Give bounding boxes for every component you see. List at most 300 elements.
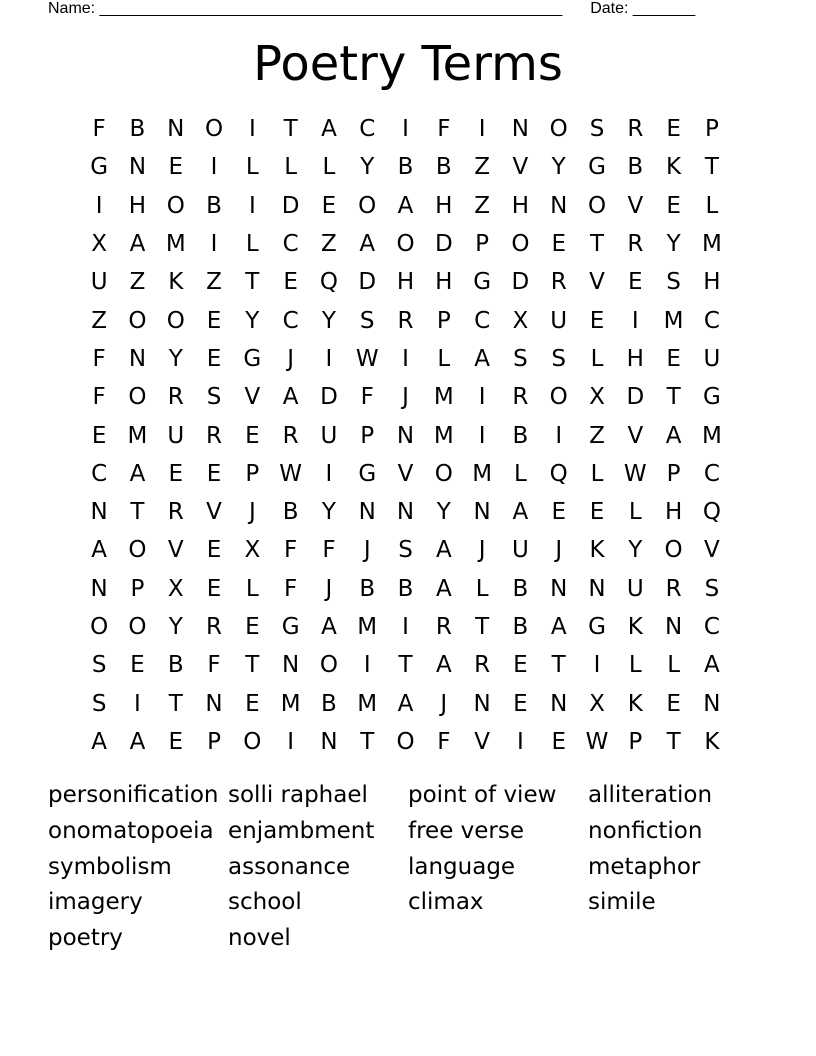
grid-letter: I xyxy=(555,422,563,449)
word-bank xyxy=(48,778,768,957)
word-bank-item: free verse xyxy=(408,817,525,844)
grid-letter: W xyxy=(355,345,379,372)
grid-letter: I xyxy=(325,345,333,372)
grid-letter: C xyxy=(703,460,720,487)
grid-letter: I xyxy=(517,728,524,755)
grid-letter: M xyxy=(433,384,454,411)
word-bank-item: personification xyxy=(48,782,219,808)
grid-letter: N xyxy=(550,575,568,602)
word-bank-item: poetry xyxy=(48,925,123,952)
grid-letter: I xyxy=(248,116,256,143)
grid-letter: O xyxy=(396,231,415,258)
grid-letter: S xyxy=(91,690,107,717)
grid-letter: S xyxy=(206,384,222,411)
grid-letter: O xyxy=(166,192,185,219)
grid-letter: A xyxy=(435,652,452,679)
grid-letter: D xyxy=(320,384,338,411)
word-bank-item: imagery xyxy=(48,889,143,916)
grid-letter: X xyxy=(167,575,184,602)
grid-letter: N xyxy=(128,345,147,372)
date-label: Date: xyxy=(590,0,629,17)
grid-letter: J xyxy=(363,537,371,564)
grid-letter: N xyxy=(358,499,376,526)
grid-letter: Y xyxy=(666,231,681,258)
grid-letter: R xyxy=(627,231,644,258)
grid-letter: E xyxy=(321,192,337,219)
grid-letter: O xyxy=(319,652,338,679)
grid-letter: E xyxy=(666,116,681,143)
grid-letter: V xyxy=(474,728,490,755)
grid-letter: I xyxy=(248,192,256,219)
grid-letter: T xyxy=(475,614,490,640)
grid-letter: A xyxy=(435,537,452,564)
grid-letter: U xyxy=(167,422,185,449)
grid-letter: D xyxy=(511,269,530,296)
grid-letter: L xyxy=(590,460,604,487)
grid-letter: E xyxy=(589,499,605,526)
grid-letter: D xyxy=(281,192,300,219)
grid-letter: U xyxy=(703,345,721,372)
grid-letter: H xyxy=(664,499,683,526)
grid-letter: M xyxy=(280,690,301,717)
grid-letter: Z xyxy=(129,269,146,296)
grid-letter: N xyxy=(167,116,185,143)
name-label: Name: xyxy=(48,0,96,17)
grid-letter: L xyxy=(245,231,259,258)
grid-letter: T xyxy=(589,231,605,258)
grid-letter: F xyxy=(284,537,298,564)
grid-letter: O xyxy=(204,116,224,143)
grid-letter: O xyxy=(587,192,607,219)
grid-letter: O xyxy=(166,307,185,334)
grid-letter: G xyxy=(243,345,262,372)
grid-letter: L xyxy=(628,652,642,679)
grid-letter: O xyxy=(664,537,683,564)
grid-letter: I xyxy=(402,614,409,640)
word-bank-item: onomatopoeia xyxy=(48,817,214,844)
grid-letter: V xyxy=(206,499,222,526)
grid-letter: T xyxy=(398,652,413,679)
grid-letter: V xyxy=(244,384,261,411)
word-bank-item: metaphor xyxy=(588,853,701,880)
grid-letter: T xyxy=(130,499,145,526)
grid-letter: O xyxy=(549,384,568,411)
grid-letter: F xyxy=(92,345,106,372)
grid-letter: Y xyxy=(321,307,336,334)
grid-letter: S xyxy=(398,537,413,564)
grid-letter: G xyxy=(281,614,300,640)
grid-letter: S xyxy=(704,575,720,602)
name-blank[interactable]: ____________________________________________________ xyxy=(99,0,563,17)
grid-letter: A xyxy=(129,460,146,487)
grid-letter: M xyxy=(472,460,493,487)
grid-letter: I xyxy=(95,192,103,219)
grid-letter: X xyxy=(589,690,605,717)
grid-letter: B xyxy=(206,192,222,219)
grid-letter: V xyxy=(589,269,605,296)
grid-letter: L xyxy=(245,575,259,602)
grid-letter: M xyxy=(663,307,684,334)
grid-letter: F xyxy=(322,537,336,564)
grid-letter: P xyxy=(666,460,681,487)
word-bank-item: symbolism xyxy=(48,853,172,880)
grid-letter: G xyxy=(358,460,377,487)
grid-letter: P xyxy=(475,231,490,258)
grid-letter: E xyxy=(245,690,260,717)
grid-letter: C xyxy=(359,116,376,143)
grid-letter: E xyxy=(551,499,566,526)
word-bank-item: language xyxy=(408,853,516,880)
grid-letter: R xyxy=(550,269,567,296)
grid-letter: S xyxy=(513,345,528,372)
word-bank-item: alliteration xyxy=(588,782,713,808)
grid-letter: R xyxy=(206,614,223,640)
grid-letter: L xyxy=(437,345,451,372)
grid-letter: N xyxy=(128,154,147,181)
grid-letter: G xyxy=(473,269,492,296)
grid-letter: D xyxy=(434,231,453,258)
grid-letter: N xyxy=(588,575,606,602)
grid-letter: U xyxy=(511,537,529,564)
grid-letter: F xyxy=(360,384,374,411)
grid-letter: B xyxy=(512,614,529,640)
grid-letter: B xyxy=(435,154,452,181)
grid-letter: M xyxy=(357,614,378,640)
grid-letter: B xyxy=(321,690,337,717)
grid-letter: V xyxy=(627,192,644,219)
grid-letter: R xyxy=(397,307,414,334)
grid-letter: N xyxy=(473,690,491,717)
word-bank-item: climax xyxy=(408,889,484,916)
grid-letter: K xyxy=(627,690,643,717)
grid-letter: T xyxy=(245,652,260,679)
grid-letter: V xyxy=(397,460,414,487)
grid-letter: B xyxy=(167,652,184,679)
grid-letter: C xyxy=(91,460,108,487)
grid-letter: E xyxy=(206,307,222,334)
grid-letter: L xyxy=(245,154,259,181)
grid-letter: W xyxy=(585,728,609,755)
word-bank-item: solli raphael xyxy=(228,782,368,808)
grid-letter: E xyxy=(91,422,107,449)
grid-letter: Y xyxy=(551,154,566,181)
grid-letter: I xyxy=(134,690,141,717)
grid-letter: B xyxy=(397,154,414,181)
grid-letter: R xyxy=(167,499,184,526)
grid-letter: I xyxy=(478,384,486,411)
grid-letter: E xyxy=(551,231,566,258)
grid-letter: V xyxy=(167,537,184,564)
grid-letter: I xyxy=(402,345,409,372)
grid-letter: K xyxy=(627,614,643,640)
grid-letter: T xyxy=(666,384,681,411)
grid-letter: N xyxy=(396,422,415,449)
grid-letter: Q xyxy=(549,460,568,487)
grid-letter: F xyxy=(437,116,451,143)
grid-letter: Y xyxy=(360,154,375,181)
grid-letter: N xyxy=(511,116,530,143)
grid-letter: J xyxy=(325,575,333,602)
grid-letter: N xyxy=(550,192,568,219)
grid-letter: Y xyxy=(436,499,451,526)
grid-letter: E xyxy=(130,652,145,679)
grid-letter: E xyxy=(206,460,222,487)
word-bank-item: novel xyxy=(228,925,291,952)
grid-letter: A xyxy=(129,231,146,258)
grid-letter: F xyxy=(437,728,451,755)
grid-letter: Q xyxy=(319,269,338,296)
grid-letter: P xyxy=(207,728,221,755)
grid-letter: D xyxy=(626,384,645,411)
grid-letter: C xyxy=(703,614,720,640)
grid-letter: I xyxy=(287,728,295,755)
grid-letter: P xyxy=(704,116,719,143)
grid-letter: G xyxy=(90,154,109,181)
grid-letter: O xyxy=(128,614,147,640)
grid-letter: E xyxy=(206,345,222,372)
grid-letter: H xyxy=(703,269,721,296)
grid-letter: Z xyxy=(474,154,490,181)
grid-letter: E xyxy=(589,307,605,334)
grid-letter: L xyxy=(705,192,719,219)
grid-letter: P xyxy=(130,575,145,602)
grid-letter: V xyxy=(627,422,644,449)
grid-letter: P xyxy=(245,460,260,487)
word-bank-item: school xyxy=(228,889,302,916)
grid-letter: K xyxy=(589,537,605,564)
grid-letter: N xyxy=(205,690,223,717)
grid-letter: T xyxy=(666,728,681,755)
grid-letter: E xyxy=(283,269,298,296)
grid-letter: E xyxy=(206,575,222,602)
grid-letter: I xyxy=(593,652,601,679)
grid-letter: E xyxy=(666,345,681,372)
grid-letter: O xyxy=(128,384,147,411)
grid-letter: T xyxy=(360,728,375,755)
grid-letter: Z xyxy=(474,192,490,219)
grid-letter: I xyxy=(478,422,486,449)
grid-letter: E xyxy=(168,154,184,181)
grid-letter: U xyxy=(626,575,644,602)
grid-letter: G xyxy=(588,154,606,181)
grid-letter: M xyxy=(127,422,148,449)
grid-letter: P xyxy=(436,307,451,334)
grid-letter: K xyxy=(666,154,682,181)
grid-letter: O xyxy=(434,460,453,487)
grid-letter: N xyxy=(664,614,683,640)
grid-letter: E xyxy=(168,460,184,487)
grid-letter: E xyxy=(168,728,184,755)
grid-letter: J xyxy=(440,690,448,717)
grid-letter: I xyxy=(210,231,218,258)
grid-letter: Y xyxy=(321,499,336,526)
grid-letter: E xyxy=(666,690,681,717)
word-bank-item: point of view xyxy=(408,782,557,808)
grid-letter: B xyxy=(512,422,529,449)
grid-letter: N xyxy=(282,652,300,679)
grid-letter: E xyxy=(245,422,260,449)
grid-letter: N xyxy=(473,499,491,526)
grid-letter: C xyxy=(282,307,299,334)
word-bank-item: assonance xyxy=(228,853,351,880)
grid-letter: N xyxy=(396,499,415,526)
word-bank-item: enjambment xyxy=(228,817,375,844)
grid-letter: I xyxy=(325,460,333,487)
grid-letter: J xyxy=(287,345,295,372)
grid-letter: A xyxy=(359,231,376,258)
word-bank-item: nonfiction xyxy=(588,817,703,844)
grid-letter: T xyxy=(551,652,566,679)
grid-letter: H xyxy=(435,192,453,219)
grid-letter: O xyxy=(243,728,262,755)
grid-letter: J xyxy=(555,537,563,564)
grid-letter: H xyxy=(626,345,644,372)
grid-letter: A xyxy=(321,116,337,143)
grid-letter: F xyxy=(207,652,221,679)
header-line xyxy=(48,0,695,18)
grid-letter: S xyxy=(666,269,681,296)
grid-letter: F xyxy=(92,116,106,143)
grid-letter: I xyxy=(210,154,218,181)
grid-letter: S xyxy=(359,307,375,334)
grid-letter: M xyxy=(165,231,186,258)
page-title: Poetry Terms xyxy=(253,36,563,92)
grid-letter: T xyxy=(245,269,260,296)
grid-letter: A xyxy=(474,345,490,372)
grid-letter: R xyxy=(512,384,529,411)
grid-letter: B xyxy=(397,575,414,602)
grid-letter: I xyxy=(478,116,486,143)
grid-letter: U xyxy=(550,307,568,334)
grid-letter: E xyxy=(513,690,528,717)
grid-letter: E xyxy=(206,537,222,564)
grid-letter: E xyxy=(666,192,681,219)
grid-letter: N xyxy=(90,499,108,526)
grid-letter: W xyxy=(279,460,302,487)
grid-letter: L xyxy=(590,345,604,372)
grid-letter: A xyxy=(512,499,529,526)
grid-letter: P xyxy=(628,728,643,755)
grid-letter: Z xyxy=(321,231,337,258)
grid-letter: G xyxy=(702,384,721,411)
grid-letter: R xyxy=(665,575,682,602)
grid-letter: Q xyxy=(702,499,721,526)
grid-letter: A xyxy=(91,537,108,564)
grid-letter: C xyxy=(703,307,720,334)
grid-letter: A xyxy=(397,690,414,717)
grid-letter: R xyxy=(435,614,452,640)
grid-letter: M xyxy=(701,231,722,258)
grid-letter: M xyxy=(433,422,454,449)
grid-letter: F xyxy=(92,384,106,411)
grid-letter: O xyxy=(128,537,147,564)
grid-letter: B xyxy=(627,154,644,181)
grid-letter: A xyxy=(550,614,567,640)
grid-letter: Z xyxy=(206,269,222,296)
grid-letter: B xyxy=(359,575,376,602)
grid-letter: U xyxy=(90,269,108,296)
grid-letter: A xyxy=(704,652,720,679)
grid-letter: I xyxy=(363,652,371,679)
grid-letter: H xyxy=(396,269,415,296)
grid-letter: H xyxy=(128,192,147,219)
grid-letter: L xyxy=(628,499,642,526)
grid-letter: Y xyxy=(628,537,643,564)
grid-letter: I xyxy=(631,307,639,334)
grid-letter: O xyxy=(549,116,568,143)
grid-letter: B xyxy=(129,116,146,143)
grid-letter: O xyxy=(128,307,147,334)
word-bank-item: simile xyxy=(588,889,656,916)
grid-letter: O xyxy=(511,231,530,258)
grid-letter: L xyxy=(284,154,298,181)
grid-letter: L xyxy=(322,154,336,181)
grid-letter: E xyxy=(245,614,260,640)
date-blank[interactable]: _______ xyxy=(632,0,696,17)
grid-letter: X xyxy=(244,537,261,564)
grid-letter: W xyxy=(623,460,647,487)
grid-letter: E xyxy=(551,728,566,755)
grid-letter: Y xyxy=(245,307,260,334)
grid-letter: P xyxy=(360,422,375,449)
grid-letter: R xyxy=(474,652,491,679)
grid-letter: R xyxy=(627,116,644,143)
grid-letter: A xyxy=(665,422,682,449)
grid-letter: J xyxy=(402,384,409,411)
grid-letter: O xyxy=(90,614,109,640)
grid-letter: Z xyxy=(589,422,605,449)
grid-letter: V xyxy=(704,537,720,564)
grid-letter: S xyxy=(589,116,605,143)
grid-letter: A xyxy=(129,728,146,755)
grid-letter: J xyxy=(478,537,486,564)
grid-letter: L xyxy=(667,652,681,679)
grid-letter: E xyxy=(513,652,528,679)
grid-letter: A xyxy=(435,575,452,602)
grid-letter: R xyxy=(282,422,299,449)
grid-letter: L xyxy=(475,575,489,602)
grid-letter: T xyxy=(704,154,719,181)
grid-letter: A xyxy=(282,384,299,411)
grid-letter: F xyxy=(284,575,298,602)
grid-letter: A xyxy=(397,192,414,219)
grid-letter: H xyxy=(435,269,453,296)
grid-letter: T xyxy=(168,690,183,717)
grid-letter: C xyxy=(474,307,491,334)
grid-letter: N xyxy=(703,690,721,717)
grid-letter: K xyxy=(704,728,720,755)
grid-letter: N xyxy=(90,575,108,602)
grid-letter: X xyxy=(589,384,605,411)
grid-letter: X xyxy=(512,307,529,334)
grid-letter: G xyxy=(588,614,606,640)
grid-letter: T xyxy=(283,116,298,143)
grid-letter: R xyxy=(206,422,223,449)
grid-letter: H xyxy=(511,192,530,219)
grid-letter: N xyxy=(550,690,568,717)
grid-letter: S xyxy=(551,345,567,372)
grid-letter: Y xyxy=(168,345,183,372)
grid-letter: J xyxy=(248,499,256,526)
grid-letter: Y xyxy=(168,614,183,640)
word-search-grid xyxy=(80,110,731,761)
grid-letter: E xyxy=(628,269,643,296)
grid-letter: L xyxy=(514,460,527,487)
grid-letter: A xyxy=(91,728,108,755)
grid-letter: V xyxy=(512,154,529,181)
grid-letter: D xyxy=(358,269,377,296)
grid-letter: C xyxy=(282,231,299,258)
